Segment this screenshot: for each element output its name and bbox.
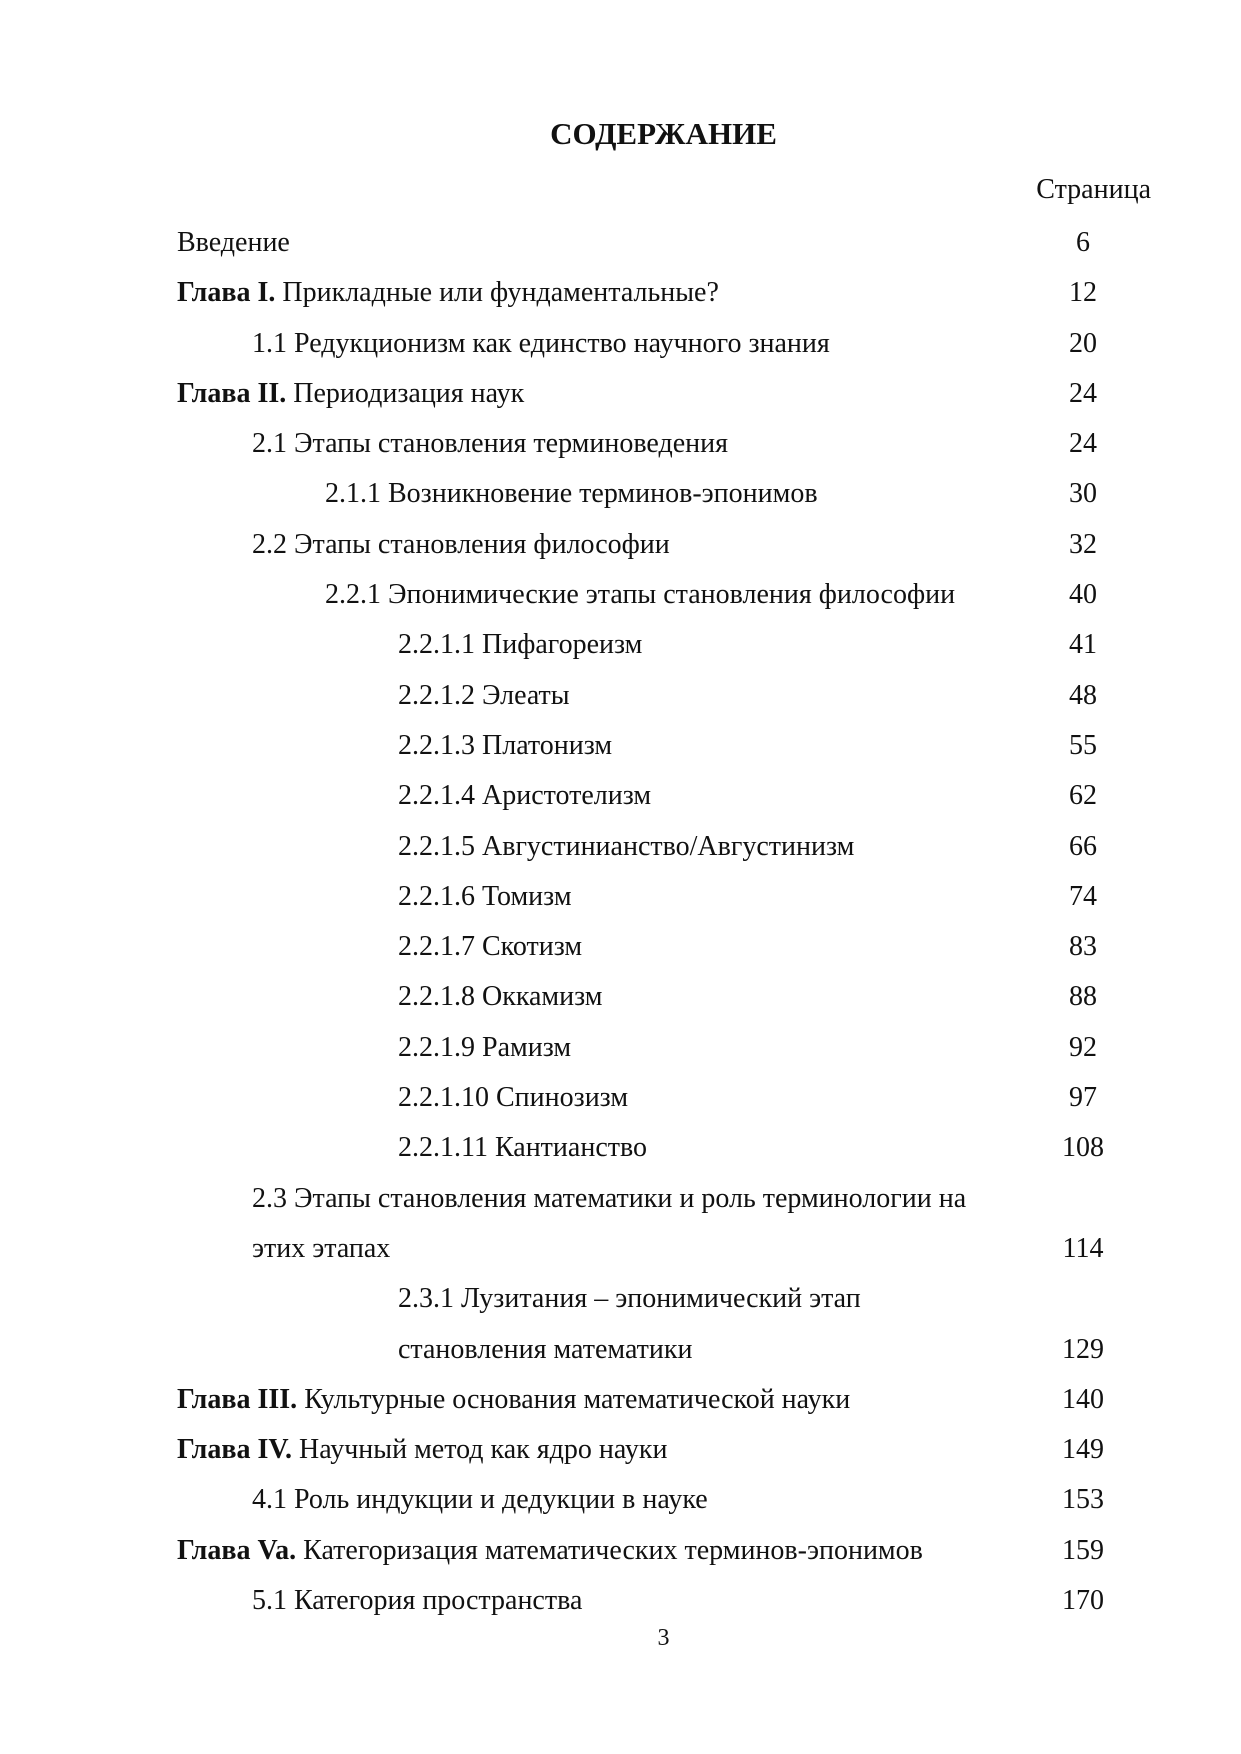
page-title: СОДЕРЖАНИЕ [550, 116, 777, 151]
toc-entry-title [398, 721, 612, 771]
toc-page-number: 129 [1062, 1333, 1104, 1365]
toc-entry-title [325, 570, 955, 620]
chapter-label: Глава Va. [177, 1534, 297, 1566]
chapter-label: Глава III. [177, 1383, 298, 1415]
toc-entry-text: 2.2.1 Эпонимические этапы становления философии [325, 579, 956, 611]
toc-entry [0, 922, 1241, 972]
toc-entry [0, 1425, 1241, 1475]
toc-entry-text: 2.3.1 Лузитания – эпонимический этап [398, 1283, 861, 1315]
toc-entry [0, 972, 1241, 1022]
toc-page-number: 66 [1069, 830, 1097, 862]
toc-entry-text: 2.1.1 Возникновение терминов-эпонимов [325, 478, 818, 510]
toc-page-number: 24 [1069, 428, 1097, 460]
page-column-header: Страница [1036, 174, 1151, 205]
toc-entry-title [398, 822, 854, 872]
toc-page-number: 83 [1069, 931, 1097, 963]
toc-entry [0, 1526, 1241, 1576]
toc-entry-title [177, 1375, 850, 1425]
toc-page-number: 108 [1062, 1132, 1104, 1164]
toc-entry-title [252, 1224, 390, 1274]
toc-entry-text: 2.2.1.10 Спинозизм [398, 1082, 629, 1114]
toc-entry-text: 4.1 Роль индукции и дедукции в науке [252, 1484, 708, 1516]
toc-entry [0, 1325, 1241, 1375]
toc-entry [0, 369, 1241, 419]
toc-entry [0, 268, 1241, 318]
toc-entry-title [177, 218, 290, 268]
toc-entry [0, 1174, 1241, 1224]
toc-page-number: 97 [1069, 1082, 1097, 1114]
toc-entry-text: 2.1 Этапы становления терминоведения [252, 428, 728, 460]
toc-page-number: 41 [1069, 629, 1097, 661]
toc-entry-title [252, 319, 830, 369]
toc-page-number: 140 [1062, 1383, 1104, 1415]
toc-entry [0, 218, 1241, 268]
toc-entry-title [398, 771, 651, 821]
page-number: 3 [657, 1625, 670, 1651]
toc-page-number: 149 [1062, 1434, 1104, 1466]
toc-entry [0, 1274, 1241, 1324]
toc-page-number: 24 [1069, 377, 1097, 409]
toc-entry [0, 771, 1241, 821]
toc-page-number: 88 [1069, 981, 1097, 1013]
table-of-contents [0, 218, 1241, 1626]
toc-entry [0, 671, 1241, 721]
toc-entry-title [252, 1576, 582, 1626]
toc-page-number: 114 [1062, 1232, 1104, 1264]
toc-entry-text: Периодизация наук [286, 377, 525, 409]
toc-page-number: 32 [1069, 528, 1097, 560]
toc-entry-title [252, 1174, 966, 1224]
toc-entry [0, 1475, 1241, 1525]
toc-entry-text: Прикладные или фундаментальные? [275, 277, 719, 309]
toc-page-number: 153 [1062, 1484, 1104, 1516]
toc-entry [0, 570, 1241, 620]
toc-entry-text: этих этапах [252, 1232, 391, 1264]
toc-entry-title [252, 520, 670, 570]
toc-entry-title [398, 922, 582, 972]
toc-entry-title [177, 268, 719, 318]
toc-entry-title [325, 469, 818, 519]
toc-entry-title [398, 872, 572, 922]
toc-page-number: 20 [1069, 327, 1097, 359]
toc-entry [0, 469, 1241, 519]
toc-entry-title [398, 620, 642, 670]
toc-entry-text: 2.2.1.6 Томизм [398, 880, 572, 912]
toc-entry-text: 2.2.1.3 Платонизм [398, 729, 613, 761]
toc-entry-text: 2.2.1.5 Августинианство/Августинизм [398, 830, 855, 862]
toc-page-number: 30 [1069, 478, 1097, 510]
toc-entry-text: 2.2 Этапы становления философии [252, 528, 670, 560]
toc-entry [0, 721, 1241, 771]
toc-entry-title [177, 1526, 923, 1576]
toc-entry-text: 2.2.1.2 Элеаты [398, 679, 570, 711]
toc-entry-title [398, 1073, 628, 1123]
toc-entry [0, 822, 1241, 872]
toc-entry-text: 2.2.1.4 Аристотелизм [398, 780, 652, 812]
toc-entry [0, 872, 1241, 922]
toc-entry-text: 5.1 Категория пространства [252, 1585, 583, 1617]
toc-entry-title [177, 1425, 667, 1475]
toc-page-number: 55 [1069, 729, 1097, 761]
toc-page-number: 92 [1069, 1031, 1097, 1063]
toc-entry-text: Категоризация математических терминов-эпонимов [296, 1534, 923, 1566]
toc-entry [0, 1224, 1241, 1274]
toc-page-number: 40 [1069, 579, 1097, 611]
toc-entry-title [398, 1023, 571, 1073]
toc-page-number: 6 [1076, 227, 1090, 258]
toc-page-number: 62 [1069, 780, 1097, 812]
toc-entry-text: 2.2.1.9 Рамизм [398, 1031, 572, 1063]
toc-entry-text: становления математики [398, 1333, 693, 1365]
toc-entry-title [398, 1274, 861, 1324]
toc-entry-title [398, 671, 570, 721]
toc-entry [0, 319, 1241, 369]
toc-entry-title [398, 1325, 692, 1375]
toc-page-number: 12 [1069, 277, 1097, 309]
toc-entry-title [177, 369, 524, 419]
toc-entry-title [398, 972, 603, 1022]
toc-entry-text: Научный метод как ядро науки [292, 1434, 668, 1466]
toc-entry-title [252, 1475, 708, 1525]
toc-entry [0, 1576, 1241, 1626]
toc-entry-title [398, 1123, 647, 1173]
toc-entry [0, 520, 1241, 570]
chapter-label: Глава II. [177, 377, 287, 409]
toc-page-number: 159 [1062, 1534, 1104, 1566]
toc-entry [0, 419, 1241, 469]
toc-entry-text: 2.2.1.11 Кантианство [398, 1132, 648, 1164]
toc-entry-text: 2.2.1.7 Скотизм [398, 931, 583, 963]
toc-entry-text: 1.1 Редукционизм как единство научного знания [252, 327, 830, 359]
toc-page-number: 170 [1062, 1585, 1104, 1617]
toc-entry [0, 1375, 1241, 1425]
toc-entry-title [252, 419, 728, 469]
toc-entry-text: Культурные основания математической науки [297, 1383, 851, 1415]
toc-entry-text: 2.3 Этапы становления математики и роль терминологии на [252, 1182, 967, 1214]
toc-entry [0, 1123, 1241, 1173]
toc-page-number: 48 [1069, 679, 1097, 711]
toc-entry [0, 620, 1241, 670]
toc-entry-text: 2.2.1.8 Оккамизм [398, 981, 603, 1013]
toc-entry-text: Введение [177, 227, 290, 258]
toc-page-number: 74 [1069, 880, 1097, 912]
toc-entry-text: 2.2.1.1 Пифагореизм [398, 629, 643, 661]
chapter-label: Глава I. [177, 277, 276, 309]
chapter-label: Глава IV. [177, 1434, 292, 1466]
toc-entry [0, 1023, 1241, 1073]
toc-entry [0, 1073, 1241, 1123]
